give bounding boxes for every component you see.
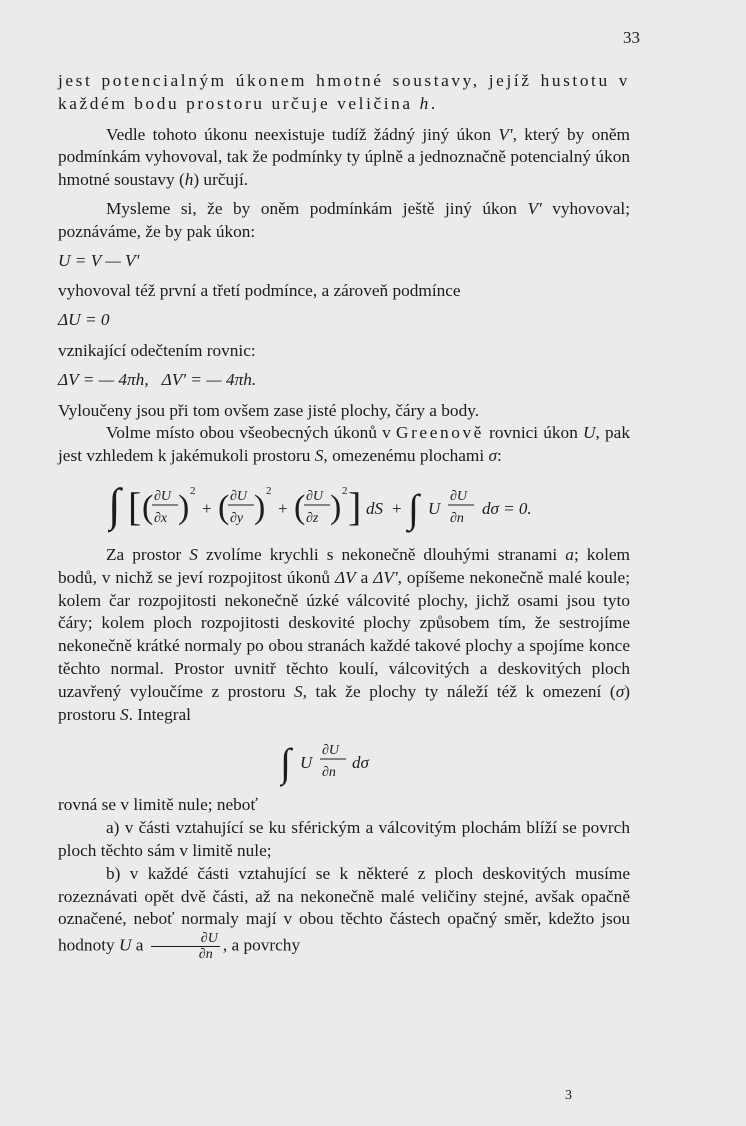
svg-text:(: (	[142, 488, 154, 526]
page-body	[58, 70, 630, 962]
svg-text:): )	[254, 488, 266, 526]
footer-signature: 3	[565, 1088, 572, 1103]
svg-text:+: +	[278, 498, 288, 518]
paragraph-2: Vedle tohoto úkonu neexistuje tudíž žádný jiný úkon V', který by oněm podmínkám vyhovoval, tak že podmínky ty úplně a jednoznačně potencialný úkon hmotné soustavy (h) určují.	[58, 124, 630, 190]
eq4-den-1: ∂x	[154, 510, 168, 526]
paragraph-10: a) v části vztahující se ku sférickým a válcovitým plochám blíží se povrch ploch těchto sám v limitě nule;	[58, 818, 630, 860]
svg-text:]: ]	[348, 483, 362, 529]
svg-text:[: [	[128, 483, 142, 529]
eq4-tail: dσ = 0.	[482, 498, 532, 518]
svg-text:∫: ∫	[108, 478, 121, 530]
page-number: 33	[623, 28, 640, 47]
svg-text:2: 2	[266, 484, 272, 497]
svg-text:+: +	[392, 498, 402, 518]
eq4-den-3: ∂z	[306, 510, 319, 526]
paragraph-6: Vyloučeny jsou při tom ovšem zase jisté plochy, čáry a body.	[58, 400, 480, 420]
eq5-u: U	[300, 753, 313, 773]
eq4-num-1: ∂U	[154, 488, 172, 504]
svg-text:(: (	[218, 488, 230, 526]
equation-1: U = V — V'	[58, 250, 140, 270]
paragraph-4: vyhovoval též první a třetí podmínce, a zároveň podmínce	[58, 281, 461, 301]
paragraph-3: Mysleme si, že by oněm podmínkám ještě jiný úkon V' vyhovoval; poznáváme, že by pak úkon:	[58, 198, 630, 241]
svg-text:2: 2	[342, 484, 348, 497]
paragraph-1: jest potencialným úkonem hmotné soustavy, jejíž hustotu v každém bodu prostoru určuje veličina h.	[58, 71, 631, 113]
svg-text:+: +	[202, 498, 212, 518]
svg-text:): )	[178, 488, 190, 526]
eq5-num: ∂U	[322, 743, 340, 759]
svg-text:): )	[330, 488, 342, 526]
eq4-ds: dS	[366, 498, 383, 518]
equation-2: ΔU = 0	[58, 310, 110, 330]
svg-text:∫: ∫	[280, 740, 291, 786]
integral-equation	[58, 726, 630, 794]
svg-text:(: (	[294, 488, 306, 526]
svg-text:∫: ∫	[408, 485, 419, 531]
paragraph-5: vznikající odečtením rovnic:	[58, 340, 256, 360]
green-equation	[58, 470, 630, 542]
paragraph-7: Volme místo obou všeobecných úkonů v Greenově rovnici úkon U, pak jest vzhledem k jakémukoli prostoru S, omezenému plochami σ:	[58, 423, 630, 466]
eq5-den: ∂n	[322, 765, 336, 781]
paragraph-9: rovná se v limitě nule; neboť	[58, 795, 258, 815]
eq4-num-2: ∂U	[230, 488, 248, 504]
equation-3: ΔV = — 4πh, ΔV' = — 4πh.	[58, 369, 257, 389]
eq4-num-3: ∂U	[306, 488, 324, 504]
paragraph-8: Za prostor S zvolíme krychli s nekonečně dlouhými stranami a; kolem bodů, v nichž se jeví rozpojitost úkonů ΔV a ΔV', opíšeme nekonečně malé koule; kolem čar rozpojitosti nekonečně úzké válcovité plochy, jichž osami jsou tyto čáry; kolem ploch rozpojitosti deskovité plochy způsobem tím, že sestrojíme nekonečně krátké normaly po obou stranách každé takové plochy a spojíme konce těchto normal. Prostor uvnitř těchto koulí, válcovitých a deskovitých ploch uzavřený vyloučíme z prostoru S, tak že plochy ty náleží též k omezení (σ) prostoru S. Integral	[58, 544, 631, 724]
paragraph-11: b) v každé části vztahující se k některé z ploch deskovitých musíme rozeznávati opět dvě části, až na nekonečně malé veličiny stejné, avšak opačně označené, neboť normaly mají v obou těchto částech opačný směr, kdežto jsou hodnoty U a $\frac{\partial U}{\partial n}$ , a povrchy	[58, 863, 630, 963]
eq5-dsigma: dσ	[352, 753, 369, 773]
svg-text:U: U	[428, 498, 441, 518]
eq4-den-2: ∂y	[230, 510, 244, 526]
eq4-den-4: ∂n	[450, 510, 464, 526]
eq4-num-4: ∂U	[450, 488, 468, 504]
svg-text:2: 2	[190, 484, 196, 497]
fraction-du-dn: $\frac{\partial U}{\partial n}$	[151, 931, 220, 962]
